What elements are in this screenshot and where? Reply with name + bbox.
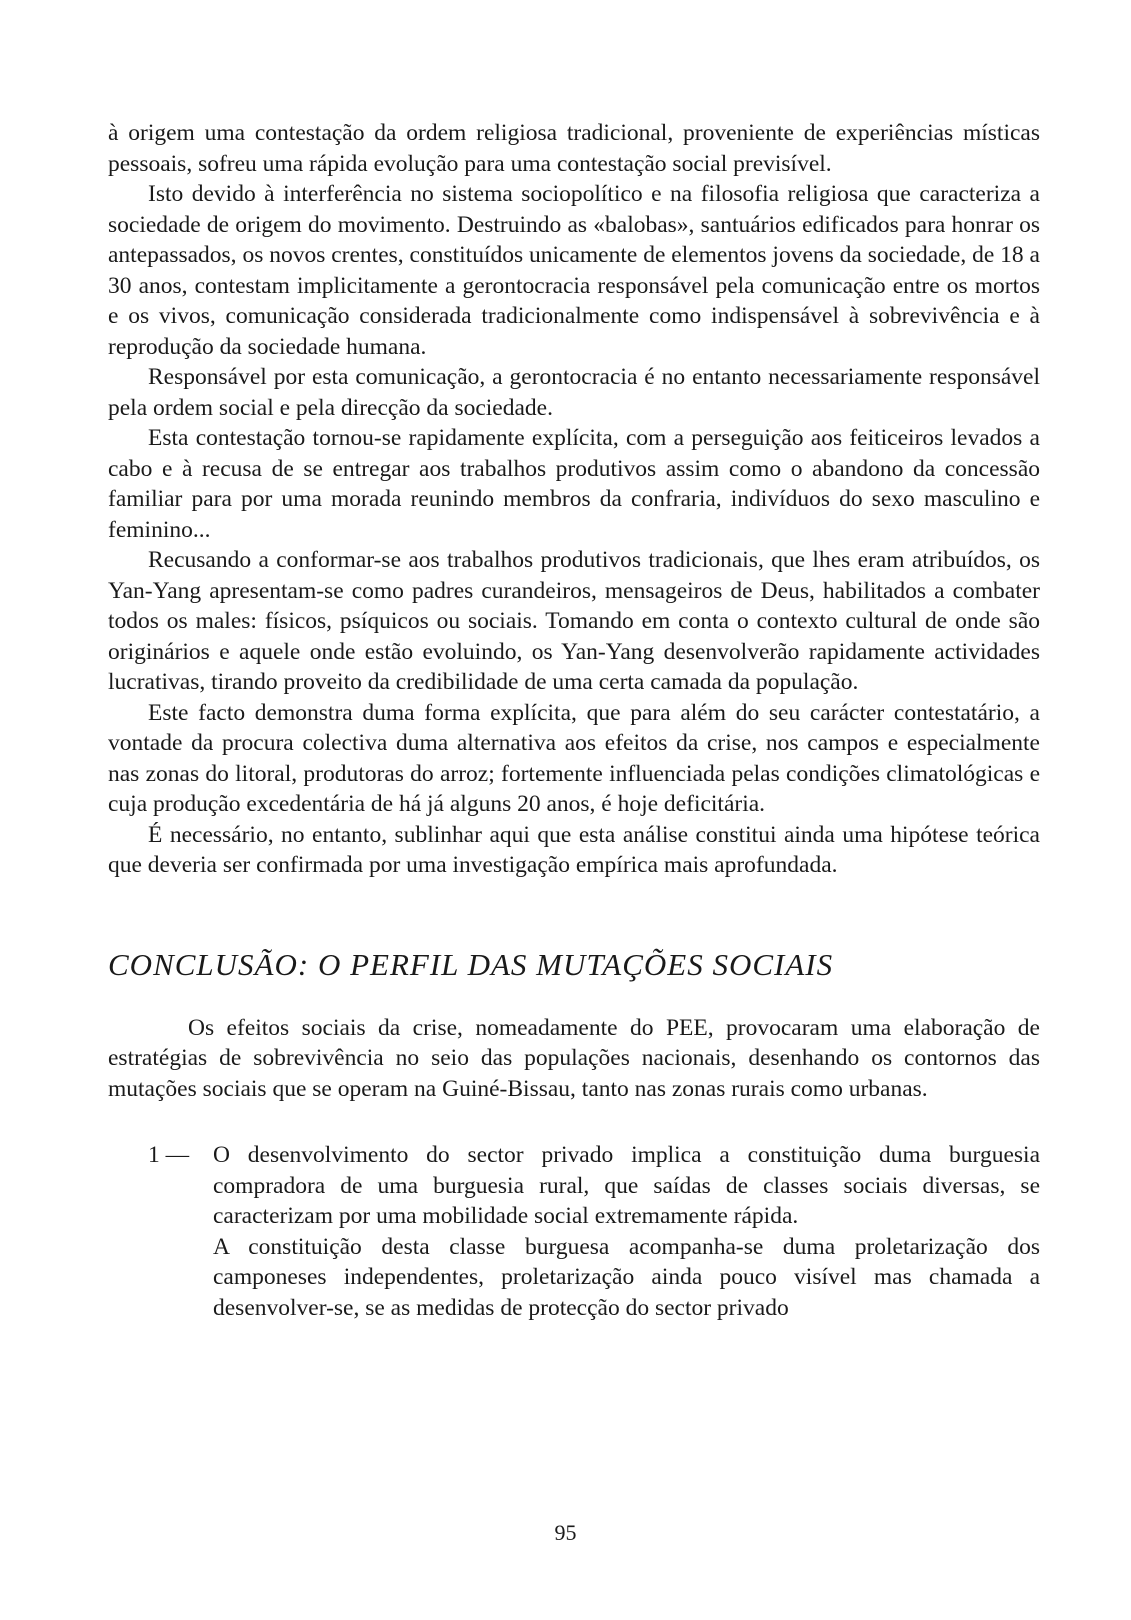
paragraph-6: Este facto demonstra duma forma explícita, que para além do seu carácter contestatário, a vontade da procura colectiva duma alternativa aos efeitos da crise, nos campos e especialmente nas zonas do litoral, produtoras do arroz; fortemente influenciada pelas condições climatológicas e cuja produção excedentária de há já alguns 20 anos, é hoje deficitária. [108,699,1040,817]
section-heading: CONCLUSÃO: O PERFIL DAS MUTAÇÕES SOCIAIS [108,946,834,982]
list-item-1-continuation: A constituição desta classe burguesa acompanha-se duma proletarização dos camponeses independentes, proletarização ainda pouco visível mas chamada a desenvolver-se, se as medidas de protecção do sector privado [213,1233,1040,1321]
paragraph-2: Isto devido à interferência no sistema sociopolítico e na filosofia religiosa que caracteriza a sociedade de origem do movimento. Destruindo as «balobas», santuários edificados para honrar os antepassados, os novos crentes, constituídos unicamente de elementos jovens da sociedade, de 18 a 30 anos, contestam implicitamente a gerontocracia responsável pela comunicação entre os mortos e os vivos, comunicação considerada tradicionalmente como indispensável à sobrevivência e à reprodução da sociedade humana. [108,181,1040,360]
paragraph-5: Recusando a conformar-se aos trabalhos produtivos tradicionais, que lhes eram atribuídos, os Yan-Yang apresentam-se como padres curandeiros, mensageiros de Deus, habilitados a combater todos os males: físicos, psíquicos ou sociais. Tomando em conta o contexto cultural de onde são originários e aquele onde estão evoluindo, os Yan-Yang desenvolverão rapidamente actividades lucrativas, tirando proveito da credibilidade de uma certa camada da população. [108,547,1040,695]
list-marker: 1 — [148,1142,190,1168]
page-body [108,118,1040,1323]
paragraph-1: à origem uma contestação da ordem religiosa tradicional, proveniente de experiências místicas pessoais, sofreu uma rápida evolução para uma contestação social previsível. [108,120,1040,177]
paragraph-7: É necessário, no entanto, sublinhar aqui que esta análise constitui ainda uma hipótese teórica que deveria ser confirmada por uma investigação empírica mais aprofundada. [108,821,1040,878]
page-number: 95 [554,1520,577,1545]
paragraph-3: Responsável por esta comunicação, a gerontocracia é no entanto necessariamente responsável pela ordem social e pela direcção da sociedade. [108,364,1040,421]
list-item-1 [108,1140,1040,1323]
conclusion-intro: Os efeitos sociais da crise, nomeadamente do PEE, provocaram uma elaboração de estratégias de sobrevivência no seio das populações nacionais, desenhando os contornos das mutações sociais que se operam na Guiné-Bissau, tanto nas zonas rurais como urbanas. [108,1014,1040,1102]
list-item-1-text: O desenvolvimento do sector privado implica a constituição duma burguesia compradora de uma burguesia rural, que saídas de classes sociais diversas, se caracterizam por uma mobilidade social extremamente rápida. [213,1142,1040,1229]
paragraph-4: Esta contestação tornou-se rapidamente explícita, com a perseguição aos feiticeiros levados a cabo e à recusa de se entregar aos trabalhos produtivos assim como o abandono da concessão familiar para por uma morada reunindo membros da confraria, indivíduos do sexo masculino e feminino... [108,425,1040,543]
